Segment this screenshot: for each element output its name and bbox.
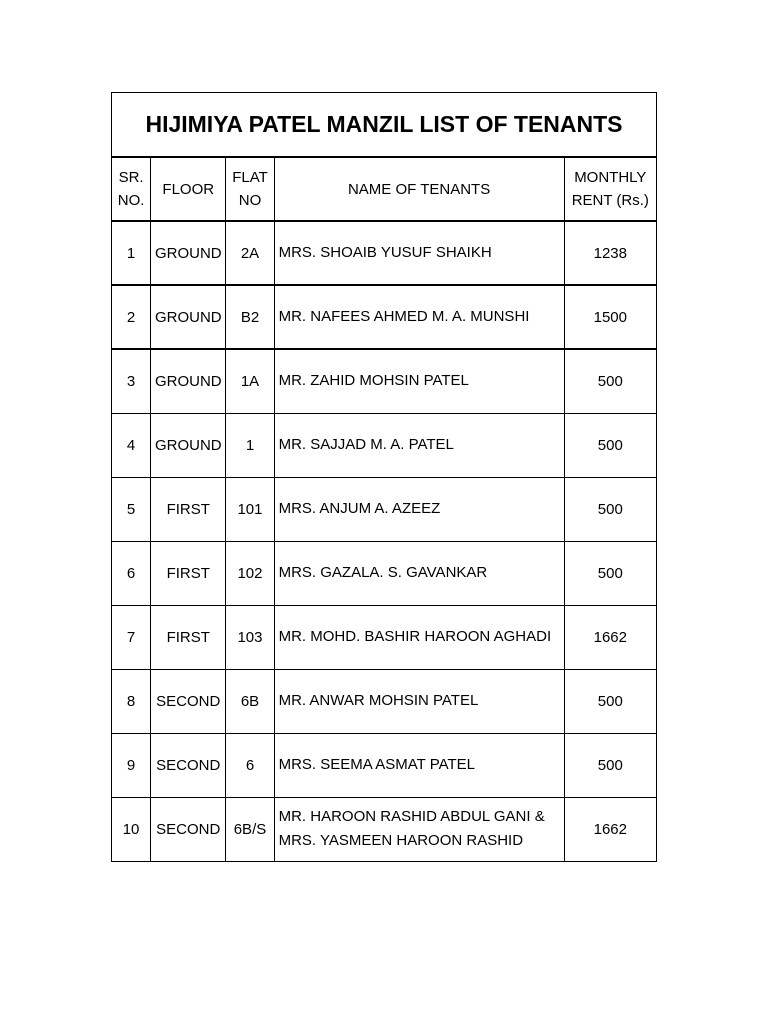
- cell-rent: 1662: [564, 605, 656, 669]
- table-row: [112, 733, 657, 797]
- table-row: [112, 349, 657, 413]
- cell-flat: B2: [226, 285, 274, 349]
- cell-tenant-name: MR. ZAHID MOHSIN PATEL: [274, 349, 564, 413]
- cell-sr: 5: [112, 477, 151, 541]
- table-row: [112, 285, 657, 349]
- cell-tenant-name: MR. SAJJAD M. A. PATEL: [274, 413, 564, 477]
- cell-tenant-name: MRS. ANJUM A. AZEEZ: [274, 477, 564, 541]
- table-row: [112, 669, 657, 733]
- cell-rent: 1662: [564, 797, 656, 861]
- cell-sr: 7: [112, 605, 151, 669]
- cell-floor: GROUND: [151, 349, 226, 413]
- table-row: [112, 605, 657, 669]
- table-row: [112, 413, 657, 477]
- cell-floor: GROUND: [151, 221, 226, 285]
- cell-floor: FIRST: [151, 477, 226, 541]
- cell-floor: SECOND: [151, 733, 226, 797]
- cell-rent: 500: [564, 413, 656, 477]
- cell-rent: 500: [564, 733, 656, 797]
- cell-tenant-name: MR. NAFEES AHMED M. A. MUNSHI: [274, 285, 564, 349]
- cell-rent: 500: [564, 669, 656, 733]
- header-sr-no: SR. NO.: [112, 157, 151, 221]
- cell-flat: 1: [226, 413, 274, 477]
- cell-floor: GROUND: [151, 413, 226, 477]
- cell-flat: 102: [226, 541, 274, 605]
- cell-tenant-name: MR. ANWAR MOHSIN PATEL: [274, 669, 564, 733]
- cell-floor: SECOND: [151, 669, 226, 733]
- tenant-name-line-1: MR. HAROON RASHID ABDUL GANI &: [278, 808, 545, 825]
- cell-floor: FIRST: [151, 605, 226, 669]
- cell-flat: 6B/S: [226, 797, 274, 861]
- cell-floor: GROUND: [151, 285, 226, 349]
- cell-sr: 1: [112, 221, 151, 285]
- cell-floor: SECOND: [151, 797, 226, 861]
- cell-flat: 1A: [226, 349, 274, 413]
- cell-tenant-name: MR. MOHD. BASHIR HAROON AGHADI: [274, 605, 564, 669]
- tenants-table: [111, 92, 657, 862]
- header-monthly-rent: MONTHLY RENT (Rs.): [564, 157, 656, 221]
- cell-flat: 6B: [226, 669, 274, 733]
- cell-flat: 6: [226, 733, 274, 797]
- cell-sr: 8: [112, 669, 151, 733]
- header-name-of-tenants: NAME OF TENANTS: [274, 157, 564, 221]
- table-row: [112, 797, 657, 861]
- table-title: HIJIMIYA PATEL MANZIL LIST OF TENANTS: [112, 93, 657, 158]
- table-row: [112, 477, 657, 541]
- cell-tenant-name: [274, 797, 564, 861]
- title-row: [112, 93, 657, 158]
- cell-sr: 2: [112, 285, 151, 349]
- header-row: [112, 157, 657, 221]
- cell-rent: 500: [564, 349, 656, 413]
- cell-rent: 500: [564, 541, 656, 605]
- cell-tenant-name: MRS. SHOAIB YUSUF SHAIKH: [274, 221, 564, 285]
- tenant-name-line-2: MRS. YASMEEN HAROON RASHID: [278, 832, 524, 849]
- cell-flat: 2A: [226, 221, 274, 285]
- cell-sr: 9: [112, 733, 151, 797]
- cell-sr: 6: [112, 541, 151, 605]
- cell-rent: 500: [564, 477, 656, 541]
- cell-sr: 4: [112, 413, 151, 477]
- cell-sr: 10: [112, 797, 151, 861]
- cell-flat: 101: [226, 477, 274, 541]
- cell-rent: 1238: [564, 221, 656, 285]
- header-floor: FLOOR: [151, 157, 226, 221]
- cell-tenant-name: MRS. SEEMA ASMAT PATEL: [274, 733, 564, 797]
- header-flat-no: FLAT NO: [226, 157, 274, 221]
- cell-flat: 103: [226, 605, 274, 669]
- table-row: [112, 221, 657, 285]
- cell-sr: 3: [112, 349, 151, 413]
- table-row: [112, 541, 657, 605]
- cell-floor: FIRST: [151, 541, 226, 605]
- cell-rent: 1500: [564, 285, 656, 349]
- cell-tenant-name: MRS. GAZALA. S. GAVANKAR: [274, 541, 564, 605]
